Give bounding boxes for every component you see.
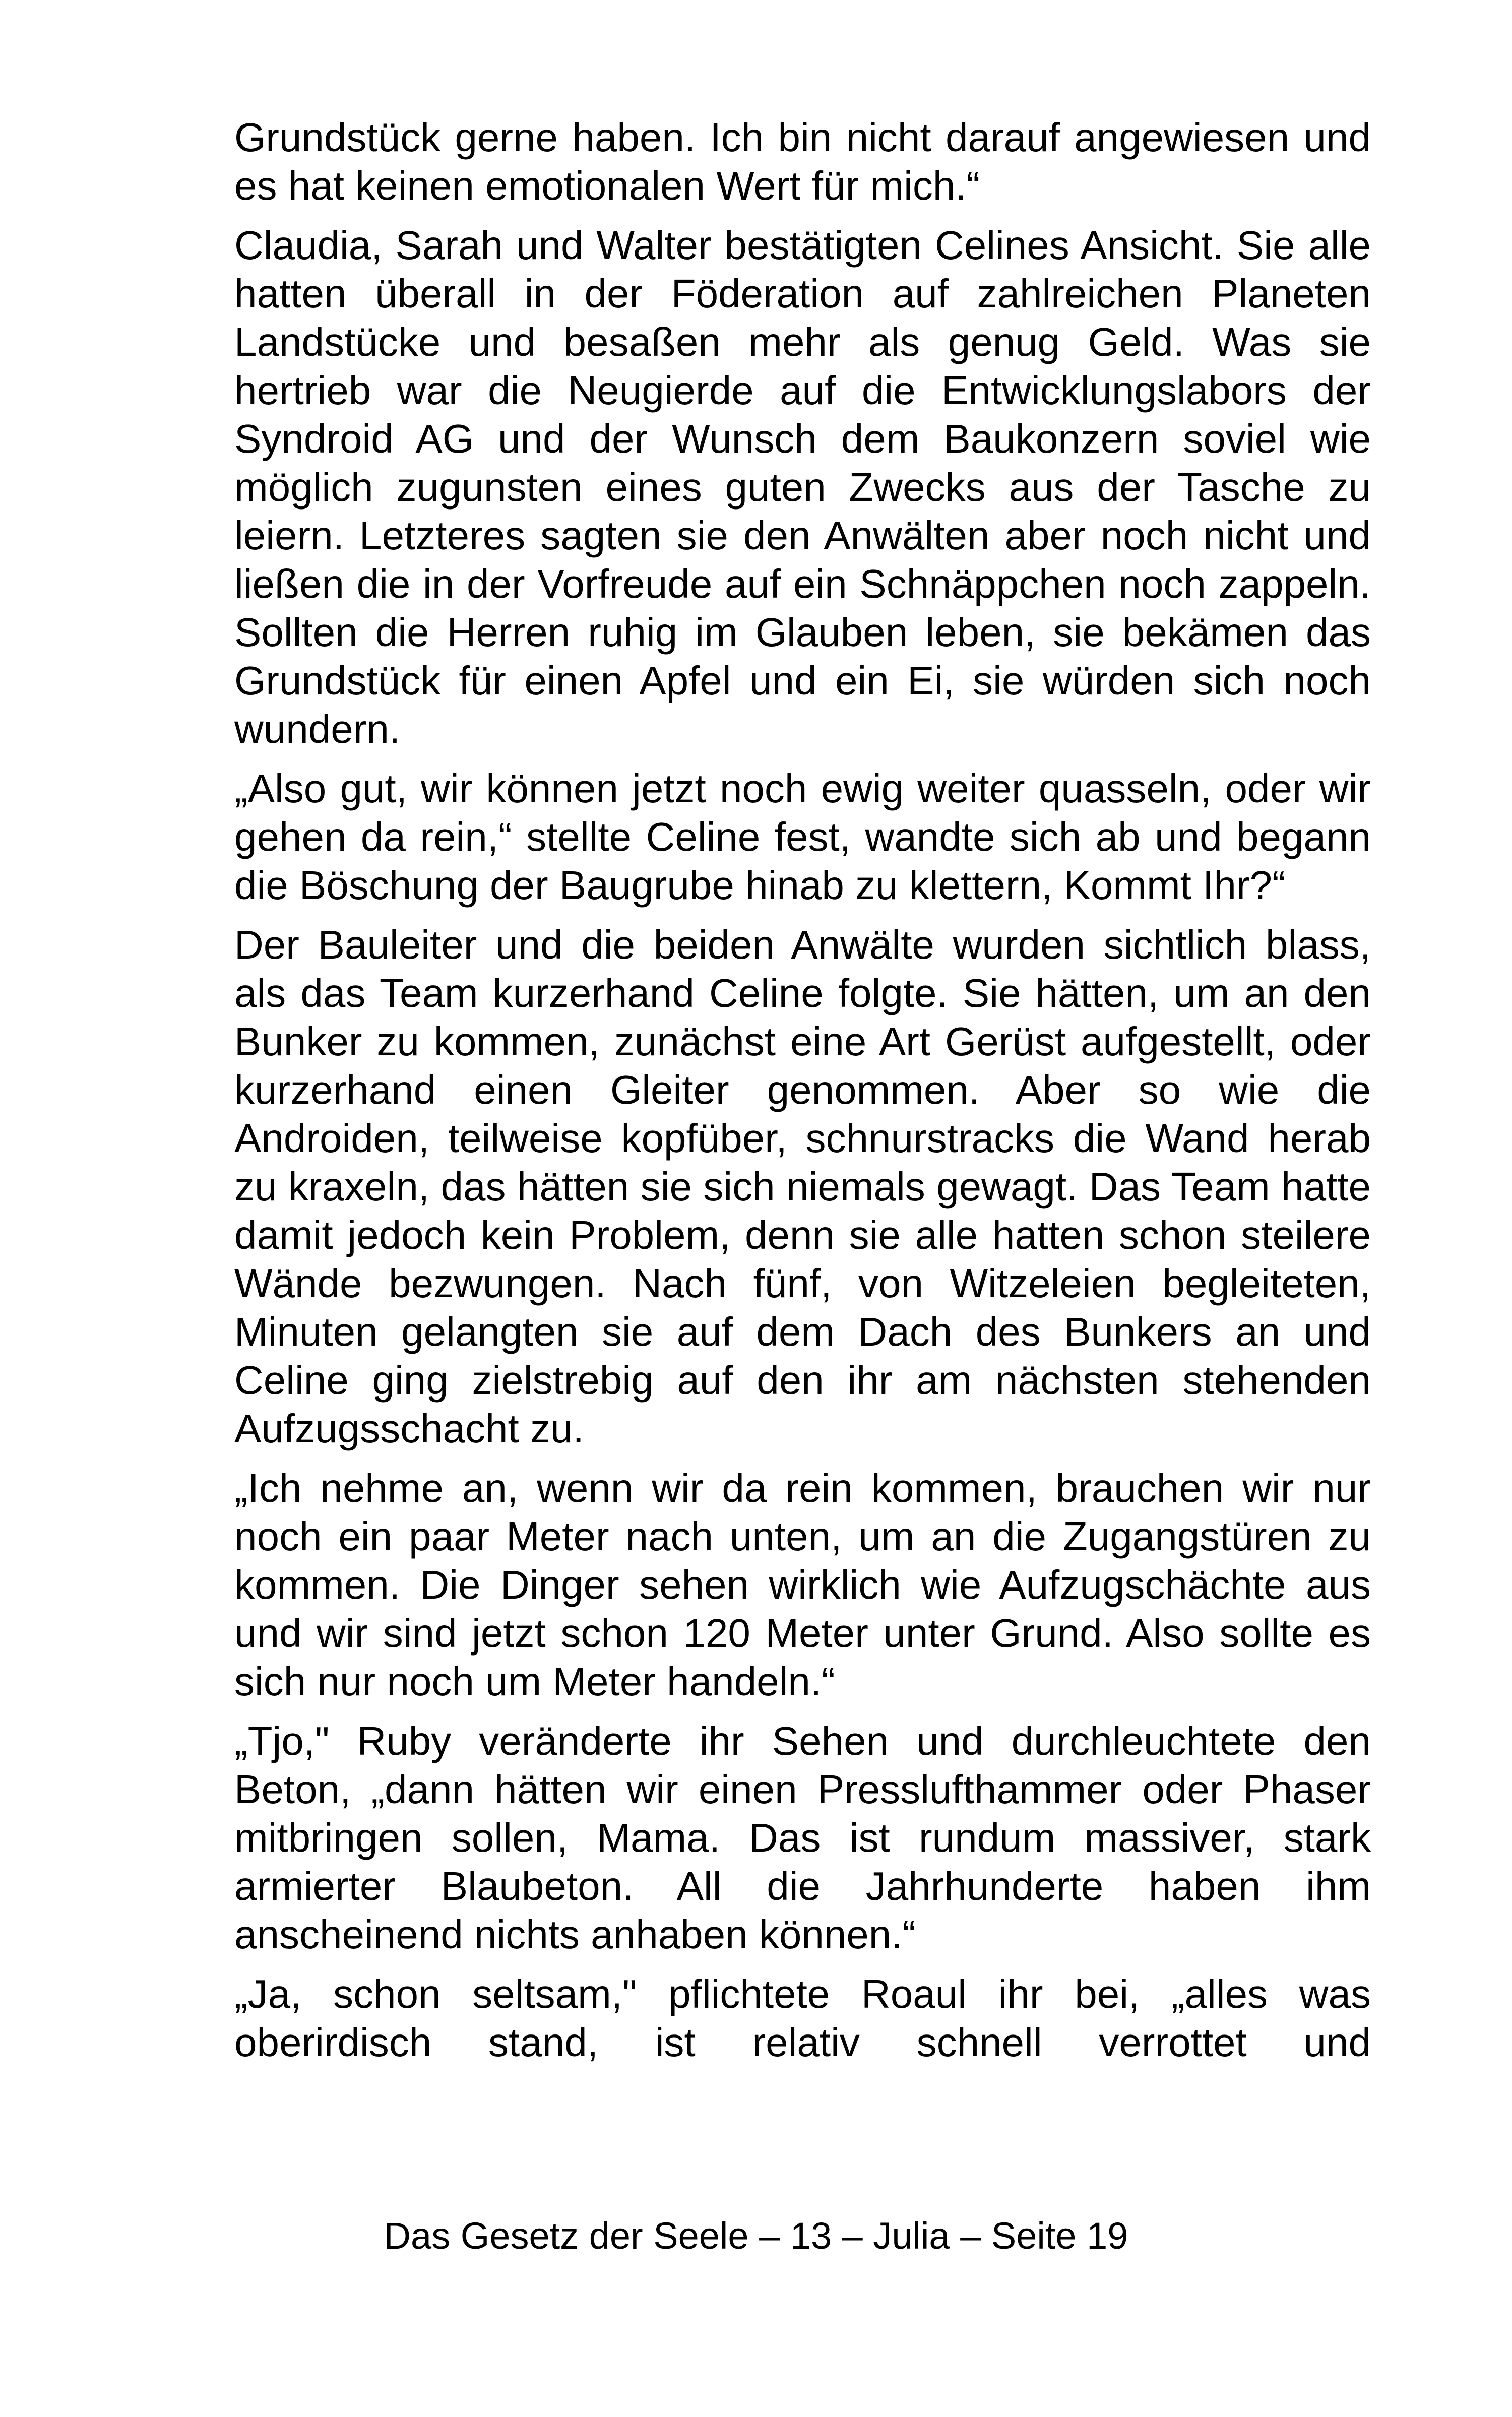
page-body-text xyxy=(234,113,1371,2067)
paragraph: Der Bauleiter und die beiden Anwälte wurden sichtlich blass, als das Team kurzerhand Celine folgte. Sie hätten, um an den Bunker zu kommen, zunächst eine Art Gerüst aufgestellt, oder kurzerhand einen Gleiter genommen. Aber so wie die Androiden, teilweise kopfüber, schnurstracks die Wand herab zu kraxeln, das hätten sie sich niemals gewagt. Das Team hatte damit jedoch kein Problem, denn sie alle hatten schon steilere Wände bezwungen. Nach fünf, von Witzeleien begleiteten, Minuten gelangten sie auf dem Dach des Bunkers an und Celine ging zielstrebig auf den ihr am nächsten stehenden Aufzugsschacht zu. xyxy=(234,922,1371,1451)
paragraph: „Tjo," Ruby veränderte ihr Sehen und durchleuchtete den Beton, „dann hätten wir einen Presslufthammer oder Phaser mitbringen sollen, Mama. Das ist rundum massiver, stark armierter Blaubeton. All die Jahrhunderte haben ihm anscheinend nichts anhaben können.“ xyxy=(234,1719,1371,1957)
paragraph: „Ich nehme an, wenn wir da rein kommen, brauchen wir nur noch ein paar Meter nach unten, um an die Zugangstüren zu kommen. Die Dinger sehen wirklich wie Aufzugschächte aus und wir sind jetzt schon 120 Meter unter Grund. Also sollte es sich nur noch um Meter handeln.“ xyxy=(234,1466,1371,1704)
page-footer: Das Gesetz der Seele – 13 – Julia – Seite 19 xyxy=(384,2215,1128,2257)
paragraph: Claudia, Sarah und Walter bestätigten Celines Ansicht. Sie alle hatten überall in der Föderation auf zahlreichen Planeten Landstücke und besaßen mehr als genug Geld. Was sie hertrieb war die Neugierde auf die Entwicklungslabors der Syndroid AG und der Wunsch dem Baukonzern soviel wie möglich zugunsten eines guten Zwecks aus der Tasche zu leiern. Letzteres sagten sie den Anwälten aber noch nicht und ließen die in der Vorfreude auf ein Schnäppchen noch zappeln. Sollten die Herren ruhig im Glauben leben, sie bekämen das Grundstück für einen Apfel und ein Ei, sie würden sich noch wundern. xyxy=(234,223,1371,751)
paragraph: „Ja, schon seltsam," pflichtete Roaul ihr bei, „alles was oberirdisch stand, ist relativ schnell verrottet und xyxy=(234,1971,1371,2065)
paragraph: Grundstück gerne haben. Ich bin nicht darauf angewiesen und es hat keinen emotionalen Wert für mich.“ xyxy=(234,115,1371,208)
paragraph: „Also gut, wir können jetzt noch ewig weiter quasseln, oder wir gehen da rein,“ stellte Celine fest, wandte sich ab und begann die Böschung der Baugrube hinab zu klettern, Kommt Ihr?“ xyxy=(234,766,1371,908)
